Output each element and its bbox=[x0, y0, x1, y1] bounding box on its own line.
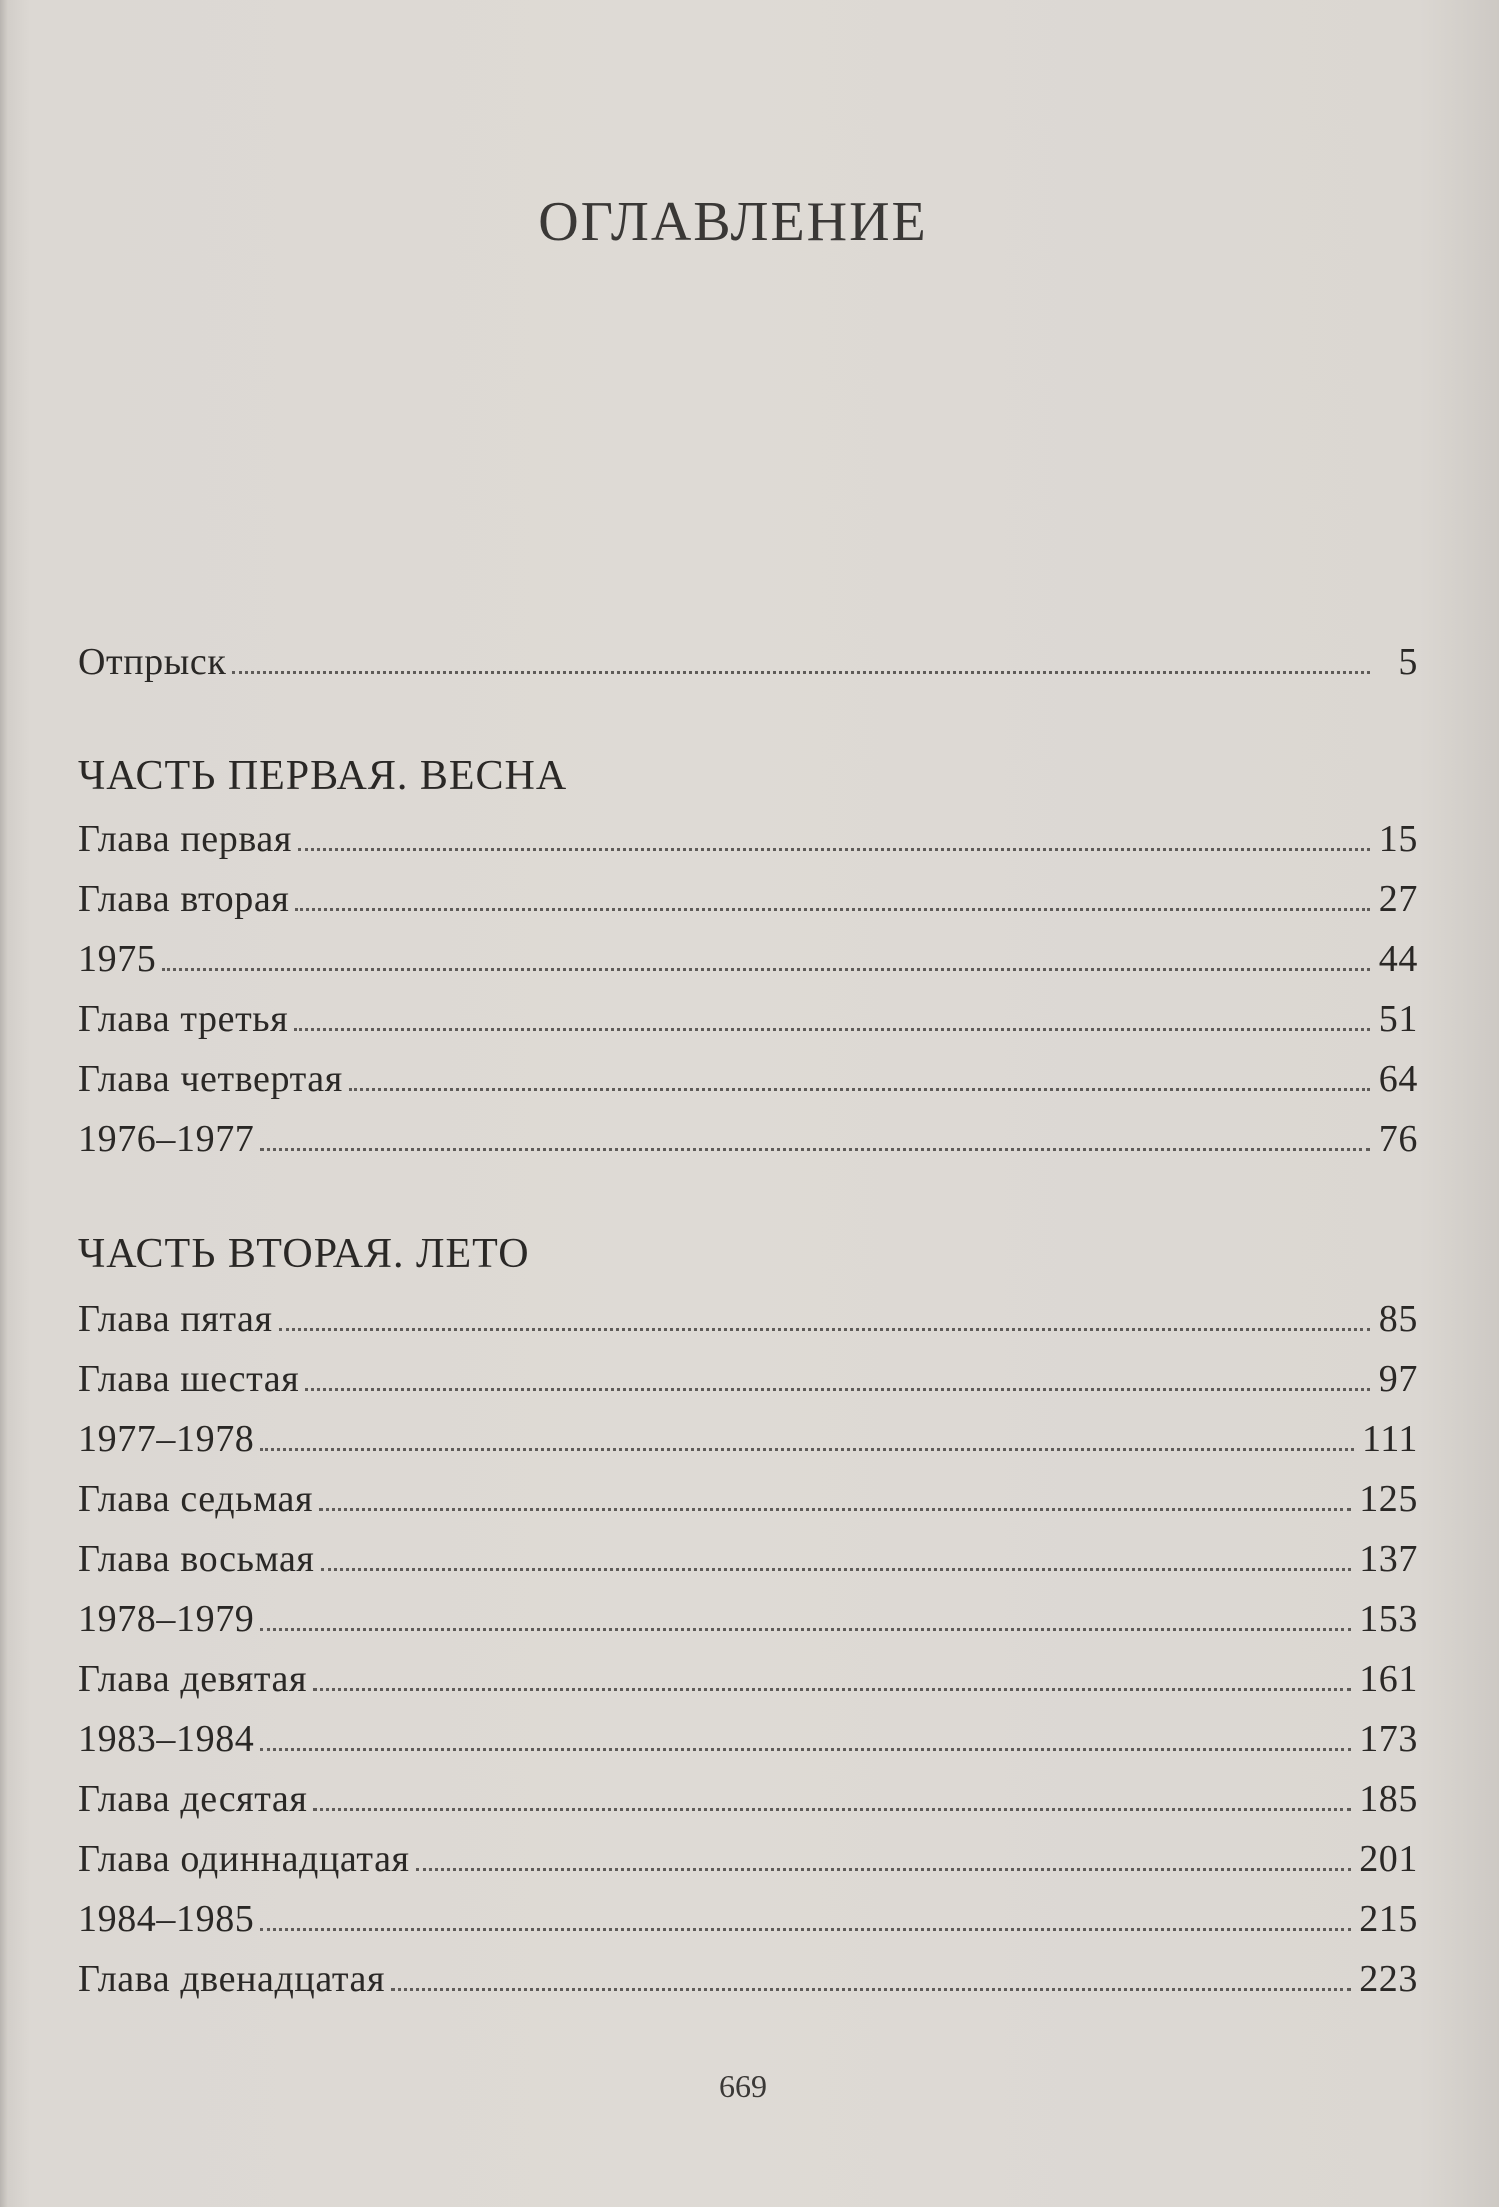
toc-entry-page: 51 bbox=[1378, 998, 1418, 1040]
toc-entry[interactable] bbox=[78, 997, 1418, 1047]
dot-leader bbox=[260, 1148, 1370, 1151]
toc-entry-label: Глава вторая bbox=[78, 878, 290, 920]
toc-entry[interactable] bbox=[78, 1537, 1418, 1587]
toc-entry-page: 64 bbox=[1378, 1058, 1418, 1100]
toc-entry[interactable] bbox=[78, 1117, 1418, 1167]
toc-entry[interactable] bbox=[78, 1897, 1418, 1947]
toc-entry[interactable] bbox=[78, 937, 1418, 987]
dot-leader bbox=[260, 1628, 1351, 1631]
toc-entry-page: 161 bbox=[1359, 1658, 1418, 1700]
toc-entry[interactable] bbox=[78, 1717, 1418, 1767]
dot-leader bbox=[319, 1508, 1351, 1511]
toc-entry[interactable] bbox=[78, 1957, 1418, 2007]
toc-entry[interactable] bbox=[78, 1477, 1418, 1527]
dot-leader bbox=[416, 1868, 1352, 1871]
dot-leader bbox=[321, 1568, 1352, 1571]
part-heading-2: ЧАСТЬ ВТОРАЯ. ЛЕТО bbox=[78, 1231, 530, 1277]
toc-entry-label: Глава восьмая bbox=[78, 1538, 315, 1580]
toc-entry-page: 137 bbox=[1359, 1538, 1418, 1580]
toc-entry[interactable] bbox=[78, 1417, 1418, 1467]
toc-entry[interactable] bbox=[78, 817, 1418, 867]
toc-entry-page: 85 bbox=[1378, 1298, 1418, 1340]
dot-leader bbox=[260, 1928, 1351, 1931]
toc-entry[interactable] bbox=[78, 1777, 1418, 1827]
toc-entry[interactable] bbox=[78, 1597, 1418, 1647]
dot-leader bbox=[295, 908, 1370, 911]
dot-leader bbox=[349, 1088, 1370, 1091]
toc-entry-label: Глава третья bbox=[78, 998, 289, 1040]
page-edge bbox=[0, 0, 8, 2207]
page-number-folio: 669 bbox=[719, 2068, 767, 2104]
toc-entry-label: 1976–1977 bbox=[78, 1118, 255, 1160]
toc-entry-page: 5 bbox=[1398, 641, 1418, 683]
toc-entry[interactable] bbox=[78, 1657, 1418, 1707]
toc-entry-label: Глава первая bbox=[78, 818, 292, 860]
part-heading-1: ЧАСТЬ ПЕРВАЯ. ВЕСНА bbox=[78, 753, 568, 799]
toc-entry-prologue[interactable] bbox=[78, 640, 1418, 690]
toc-entry-page: 111 bbox=[1362, 1418, 1418, 1460]
dot-leader bbox=[260, 1448, 1354, 1451]
dot-leader bbox=[232, 671, 1370, 674]
toc-entry-label: 1977–1978 bbox=[78, 1418, 255, 1460]
dot-leader bbox=[305, 1388, 1370, 1391]
toc-entry-label: Глава шестая bbox=[78, 1358, 300, 1400]
toc-entry-page: 201 bbox=[1359, 1838, 1418, 1880]
toc-entry[interactable] bbox=[78, 1357, 1418, 1407]
dot-leader bbox=[313, 1688, 1351, 1691]
toc-entry-page: 15 bbox=[1378, 818, 1418, 860]
toc-entry-page: 223 bbox=[1359, 1958, 1418, 2000]
toc-entry[interactable] bbox=[78, 1057, 1418, 1107]
dot-leader bbox=[294, 1028, 1370, 1031]
toc-entry-label: 1975 bbox=[78, 938, 157, 980]
toc-entry[interactable] bbox=[78, 1837, 1418, 1887]
toc-entry-page: 76 bbox=[1378, 1118, 1418, 1160]
toc-entry-label: Глава четвертая bbox=[78, 1058, 343, 1100]
toc-entry-page: 215 bbox=[1359, 1898, 1418, 1940]
toc-entry-page: 44 bbox=[1378, 938, 1418, 980]
dot-leader bbox=[162, 968, 1370, 971]
toc-entry-label: 1983–1984 bbox=[78, 1718, 255, 1760]
toc-entry[interactable] bbox=[78, 1297, 1418, 1347]
page-title: ОГЛАВЛЕНИЕ bbox=[538, 191, 928, 253]
toc-entry-label: Глава одиннадцатая bbox=[78, 1838, 410, 1880]
toc-entry-label: Отпрыск bbox=[78, 641, 227, 683]
toc-entry-label: Глава девятая bbox=[78, 1658, 308, 1700]
toc-entry-label: 1984–1985 bbox=[78, 1898, 255, 1940]
toc-entry-page: 185 bbox=[1359, 1778, 1418, 1820]
dot-leader bbox=[313, 1808, 1351, 1811]
dot-leader bbox=[260, 1748, 1351, 1751]
toc-entry-label: Глава пятая bbox=[78, 1298, 273, 1340]
toc-entry[interactable] bbox=[78, 877, 1418, 927]
toc-entry-label: Глава седьмая bbox=[78, 1478, 314, 1520]
toc-entry-page: 97 bbox=[1378, 1358, 1418, 1400]
dot-leader bbox=[298, 848, 1370, 851]
dot-leader bbox=[391, 1988, 1351, 1991]
toc-entry-page: 173 bbox=[1359, 1718, 1418, 1760]
toc-entry-label: 1978–1979 bbox=[78, 1598, 255, 1640]
dot-leader bbox=[279, 1328, 1370, 1331]
toc-entry-page: 125 bbox=[1359, 1478, 1418, 1520]
toc-entry-label: Глава двенадцатая bbox=[78, 1958, 386, 2000]
toc-entry-page: 27 bbox=[1378, 878, 1418, 920]
toc-entry-page: 153 bbox=[1359, 1598, 1418, 1640]
toc-entry-label: Глава десятая bbox=[78, 1778, 308, 1820]
